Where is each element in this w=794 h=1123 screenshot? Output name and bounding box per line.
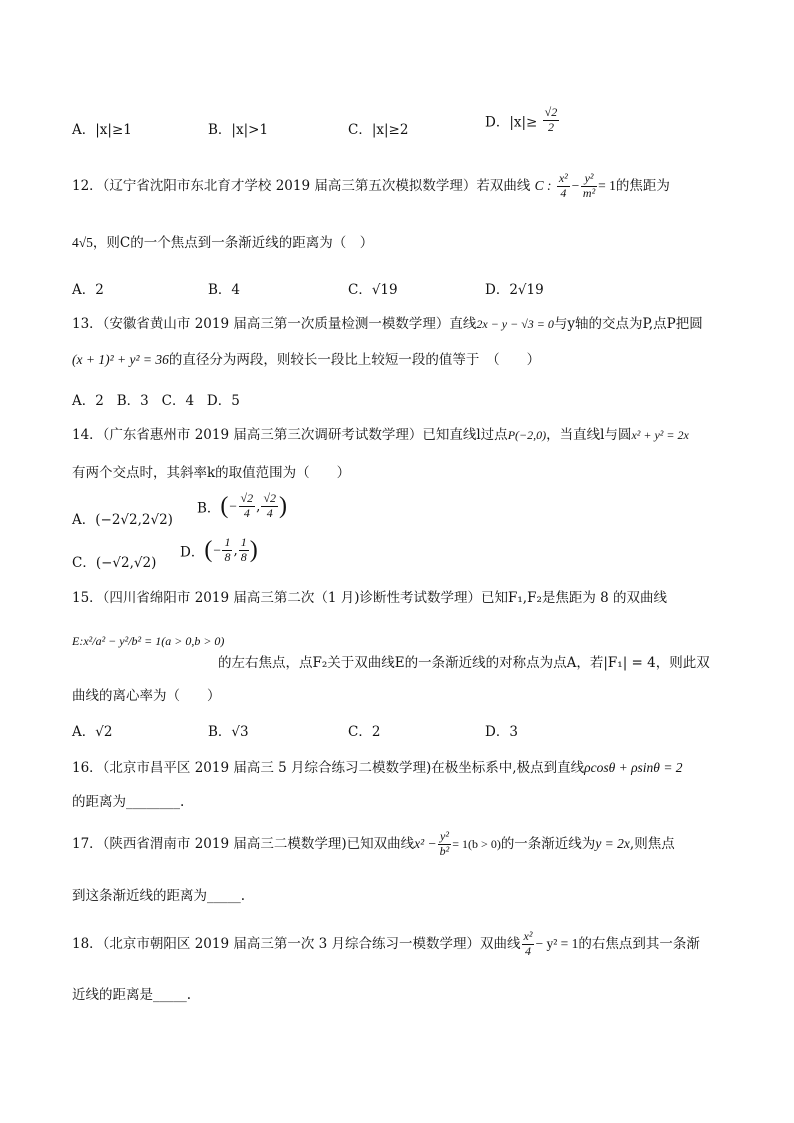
- q13-option-a: A．2: [72, 393, 104, 409]
- q11-option-c: C．|x|≥2: [348, 122, 409, 138]
- q12-stem: 12．（辽宁省沈阳市东北育才学校 2019 届高三第五次模拟数学理）若双曲线 C : $\frac{\text{x²}}{4}$ − $\frac{\text{y²}}{\text{m²}}$ = 1的焦距为: [72, 171, 670, 200]
- q14-option-b-prefix: B．: [197, 500, 221, 517]
- q15-equation: E:x²/a² − y²/b² = 1(a > 0,b > 0): [72, 634, 225, 648]
- q17-head: 17．（陕西省渭南市 2019 届高三二模数学理)已知双曲线: [72, 836, 415, 853]
- q13-cont: 的直径分为两段，则较长一段比上较短一段的值等于 （ ）: [168, 352, 541, 368]
- q14-stem: [72, 427, 689, 443]
- q17-tail: ,则焦点: [629, 836, 675, 853]
- q12-option-c: C．√19: [348, 282, 398, 298]
- q18-cont: 近线的距离是_____.: [72, 987, 192, 1003]
- q15-option-c: C．2: [348, 724, 381, 740]
- q18-eq-tail: − y² = 1: [535, 936, 579, 952]
- q17-cont: 到这条渐近线的距离为_____.: [72, 888, 246, 904]
- q14-cont: 有两个交点时，其斜率k的取值范围为（ ）: [72, 465, 351, 481]
- q17-stem: 17．（陕西省渭南市 2019 届高三二模数学理)已知双曲线x² − $\frac{\text{y²}}{\text{b²}}$ = 1(b > 0)的一条渐近线为y = 2x,则焦点: [72, 829, 675, 858]
- q13-stem: [72, 316, 703, 332]
- q18-tail: 的右焦点到其一条渐: [578, 936, 700, 953]
- q12-focal-length: 4√5: [72, 235, 93, 250]
- q14-option-a: A．(−2√2,2√2): [72, 512, 173, 528]
- q14-head: 14．（广东省惠州市 2019 届高三第三次调研考试数学理）已知直线l过点: [72, 427, 508, 443]
- q11-option-d-prefix: D．|x|≥: [485, 114, 538, 131]
- q17-asymptote: y = 2x: [595, 836, 630, 852]
- q13-circle-eq: (x + 1)² + y² = 36: [72, 352, 169, 367]
- q17-mid: 的一条渐近线为: [500, 836, 596, 853]
- q16-equation: ρcosθ + ρsinθ = 2: [584, 760, 683, 775]
- q12-tail: 的焦距为: [615, 178, 670, 195]
- q11-d-numerator: √2: [544, 105, 558, 119]
- q13-line-eq: 2x − y − √3 = 0: [476, 317, 554, 331]
- q14-mid: ，当直线l与圆: [546, 427, 632, 443]
- q12-cont: ，则C的一个焦点到一条渐近线的距离为（ ）: [92, 235, 374, 251]
- q14-point: P(−2,0): [507, 428, 547, 442]
- q13-head: 13．（安徽省黄山市 2019 届高三第一次质量检测一模数学理）直线: [72, 316, 477, 332]
- q13-continuation: [72, 352, 540, 368]
- q13-option-c: C．4: [161, 393, 195, 409]
- q16-stem: [72, 760, 683, 776]
- q13-option-b: B．3: [116, 393, 149, 409]
- q11-option-a: A．|x|≥1: [72, 122, 132, 138]
- q15-cont: 曲线的离心率为（ ）: [72, 688, 221, 704]
- q16-head: 16．（北京市昌平区 2019 届高三 5 月综合练习二模数学理)在极坐标系中,极点到直线: [72, 760, 585, 776]
- q15-option-b: B．√3: [208, 724, 249, 740]
- q12-option-a: A．2: [72, 282, 104, 298]
- q12-curve-name: C :: [534, 178, 552, 194]
- q12-option-b: B．4: [208, 282, 241, 298]
- q15-option-a: A．√2: [72, 724, 113, 740]
- q16-cont: 的距离为________.: [72, 794, 185, 810]
- q18-head: 18．（北京市朝阳区 2019 届高三第一次 3 月综合练习一模数学理）双曲线: [72, 936, 521, 953]
- q15-option-d: D．3: [485, 724, 518, 740]
- q11-option-b: B．|x|>1: [208, 122, 269, 138]
- q11-d-denominator: 2: [547, 119, 554, 134]
- q14-option-d: D．(− $\frac{1}{8}$ , $\frac{1}{8}$ ): [180, 535, 258, 564]
- q11-option-d: [485, 106, 560, 135]
- q14-option-c: C．(−√2,√2): [72, 555, 157, 571]
- q18-stem: 18．（北京市朝阳区 2019 届高三第一次 3 月综合练习一模数学理）双曲线 $\frac{\text{x²}}{4}$ − y² = 1的右焦点到其一条渐: [72, 929, 700, 958]
- q13-mid: 与y轴的交点为P,点P把圆: [553, 316, 703, 332]
- q15-head: 15．（四川省绵阳市 2019 届高三第二次（1 月)诊断性考试数学理）已知F₁,F₂是焦距为 8 的双曲线: [72, 590, 668, 606]
- q12-continuation: [72, 235, 373, 251]
- q14-option-d-prefix: D．: [180, 544, 205, 561]
- q14-circle-eq: x² + y² = 2x: [631, 428, 689, 442]
- q13-option-d: D．5: [206, 393, 240, 409]
- q12-option-d: D．2√19: [485, 282, 544, 298]
- q17-eq-tail: = 1(b > 0): [452, 837, 501, 852]
- q13-options: [72, 389, 240, 409]
- q14-option-b: B．(− $\frac{√2}{4}$ , $\frac{√2}{4}$ ): [197, 491, 288, 520]
- q15-mid: 的左右焦点，点F₂关于双曲线E的一条渐近线的对称点为点A，若|F₁| = 4，则此双: [218, 655, 710, 671]
- q12-head: 12．（辽宁省沈阳市东北育才学校 2019 届高三第五次模拟数学理）若双曲线: [72, 178, 531, 195]
